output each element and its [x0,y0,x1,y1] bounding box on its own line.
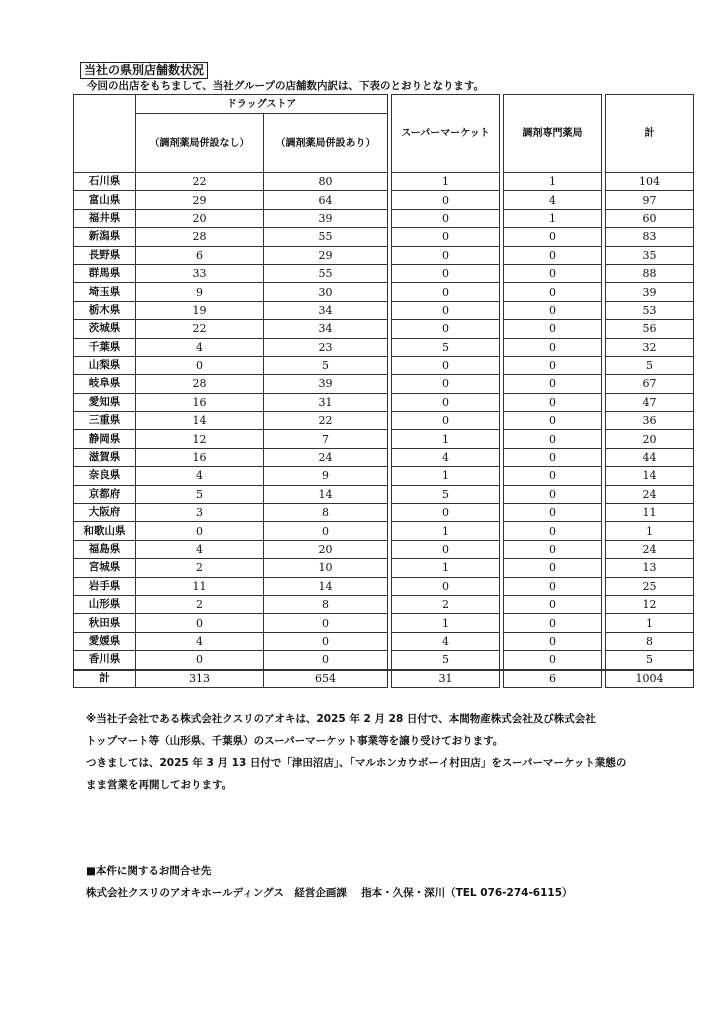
table-row [74,412,694,430]
drugstore-without-dispensing-cell: 28 [136,375,264,393]
table-row [74,338,694,356]
supermarket-cell: 0 [392,375,500,393]
dispensing-pharmacy-cell: 0 [504,356,602,374]
dispensing-pharmacy-cell: 0 [504,412,602,430]
supermarket-cell: 0 [392,228,500,246]
table-row [74,393,694,411]
prefecture-cell: 愛媛県 [74,632,136,650]
prefecture-cell: 計 [74,670,136,688]
dispensing-pharmacy-cell: 0 [504,632,602,650]
supermarket-cell: 5 [392,485,500,503]
header-prefecture [74,95,136,173]
table-row [74,228,694,246]
drugstore-with-dispensing-cell: 55 [264,228,388,246]
header-drugstore: ドラッグストア [136,95,388,114]
table-row [74,448,694,466]
prefecture-cell: 宮城県 [74,559,136,577]
drugstore-without-dispensing-cell: 14 [136,412,264,430]
table-body [74,173,694,688]
drugstore-with-dispensing-cell: 30 [264,283,388,301]
dispensing-pharmacy-cell: 0 [504,375,602,393]
prefecture-cell: 群馬県 [74,264,136,282]
total-cell: 44 [606,448,694,466]
supermarket-cell: 0 [392,504,500,522]
header-supermarket: スーパーマーケット [392,95,500,173]
supermarket-cell: 0 [392,246,500,264]
note-line: つきましては、2025 年 3 月 13 日付で「津田沼店」、「マルホンカウボーイ村田店」をスーパーマーケット業態の [86,757,627,769]
dispensing-pharmacy-cell: 0 [504,283,602,301]
total-cell: 35 [606,246,694,264]
supermarket-cell: 0 [392,412,500,430]
supermarket-cell: 1 [392,559,500,577]
drugstore-with-dispensing-cell: 31 [264,393,388,411]
drugstore-with-dispensing-cell: 20 [264,540,388,558]
supermarket-cell: 0 [392,320,500,338]
contact-line: 株式会社クスリのアオキホールディングス 経営企画課 指本・久保・深川（TEL 076-274-6115） [86,887,573,899]
supermarket-cell: 0 [392,540,500,558]
page-title: 当社の県別店舗数状況 [80,62,208,79]
table-row [74,356,694,374]
drugstore-with-dispensing-cell: 14 [264,577,388,595]
prefecture-cell: 富山県 [74,191,136,209]
drugstore-without-dispensing-cell: 9 [136,283,264,301]
drugstore-with-dispensing-cell: 29 [264,246,388,264]
total-cell: 88 [606,264,694,282]
table-row [74,467,694,485]
dispensing-pharmacy-cell: 0 [504,614,602,632]
supermarket-cell: 2 [392,595,500,613]
table-row [74,301,694,319]
total-cell: 14 [606,467,694,485]
total-row [74,670,694,688]
dispensing-pharmacy-cell: 0 [504,559,602,577]
total-cell: 12 [606,595,694,613]
table-row [74,320,694,338]
dispensing-pharmacy-cell: 0 [504,228,602,246]
drugstore-with-dispensing-cell: 22 [264,412,388,430]
drugstore-without-dispensing-cell: 4 [136,338,264,356]
prefecture-cell: 滋賀県 [74,448,136,466]
note-line: まま営業を再開しております。 [86,779,233,791]
drugstore-with-dispensing-cell: 55 [264,264,388,282]
total-cell: 67 [606,375,694,393]
total-cell: 20 [606,430,694,448]
supermarket-cell: 0 [392,356,500,374]
total-cell: 1004 [606,670,694,688]
drugstore-without-dispensing-cell: 4 [136,467,264,485]
prefecture-cell: 新潟県 [74,228,136,246]
prefecture-cell: 香川県 [74,651,136,670]
prefecture-cell: 岩手県 [74,577,136,595]
prefecture-cell: 山形県 [74,595,136,613]
supermarket-cell: 0 [392,191,500,209]
supermarket-cell: 5 [392,651,500,670]
drugstore-without-dispensing-cell: 19 [136,301,264,319]
drugstore-without-dispensing-cell: 2 [136,559,264,577]
header-with-dispensing: （調剤薬局併設あり） [264,114,388,173]
table-row [74,577,694,595]
prefecture-cell: 静岡県 [74,430,136,448]
dispensing-pharmacy-cell: 0 [504,467,602,485]
total-cell: 5 [606,356,694,374]
drugstore-with-dispensing-cell: 34 [264,320,388,338]
drugstore-without-dispensing-cell: 12 [136,430,264,448]
prefecture-cell: 山梨県 [74,356,136,374]
drugstore-without-dispensing-cell: 28 [136,228,264,246]
table-row [74,504,694,522]
drugstore-without-dispensing-cell: 0 [136,356,264,374]
total-cell: 53 [606,301,694,319]
prefecture-cell: 京都府 [74,485,136,503]
total-cell: 1 [606,614,694,632]
table-row [74,246,694,264]
table-row [74,485,694,503]
header-dispensing-pharmacy: 調剤専門薬局 [504,95,602,173]
prefecture-cell: 奈良県 [74,467,136,485]
total-cell: 11 [606,504,694,522]
drugstore-without-dispensing-cell: 11 [136,577,264,595]
drugstore-with-dispensing-cell: 0 [264,651,388,670]
drugstore-without-dispensing-cell: 16 [136,393,264,411]
drugstore-without-dispensing-cell: 313 [136,670,264,688]
total-cell: 13 [606,559,694,577]
drugstore-with-dispensing-cell: 14 [264,485,388,503]
drugstore-with-dispensing-cell: 64 [264,191,388,209]
drugstore-without-dispensing-cell: 6 [136,246,264,264]
store-count-table [73,94,694,688]
supermarket-cell: 0 [392,283,500,301]
table-row [74,430,694,448]
drugstore-with-dispensing-cell: 34 [264,301,388,319]
total-cell: 47 [606,393,694,411]
total-cell: 25 [606,577,694,595]
supermarket-cell: 0 [392,264,500,282]
drugstore-with-dispensing-cell: 0 [264,632,388,650]
drugstore-without-dispensing-cell: 4 [136,540,264,558]
drugstore-with-dispensing-cell: 5 [264,356,388,374]
total-cell: 32 [606,338,694,356]
supermarket-cell: 4 [392,632,500,650]
table-row [74,283,694,301]
prefecture-cell: 三重県 [74,412,136,430]
total-cell: 24 [606,540,694,558]
dispensing-pharmacy-cell: 4 [504,191,602,209]
dispensing-pharmacy-cell: 0 [504,595,602,613]
drugstore-without-dispensing-cell: 0 [136,614,264,632]
prefecture-cell: 石川県 [74,173,136,191]
table-row [74,173,694,191]
dispensing-pharmacy-cell: 0 [504,320,602,338]
drugstore-without-dispensing-cell: 22 [136,320,264,338]
drugstore-with-dispensing-cell: 7 [264,430,388,448]
total-cell: 56 [606,320,694,338]
total-cell: 97 [606,191,694,209]
total-cell: 36 [606,412,694,430]
drugstore-without-dispensing-cell: 20 [136,209,264,227]
header-row-1 [74,95,694,114]
intro-text: 今回の出店をもちまして、当社グループの店舗数内訳は、下表のとおりとなります。 [87,80,485,92]
supermarket-cell: 1 [392,522,500,540]
table-row [74,559,694,577]
dispensing-pharmacy-cell: 6 [504,670,602,688]
prefecture-cell: 岐阜県 [74,375,136,393]
drugstore-with-dispensing-cell: 39 [264,375,388,393]
prefecture-cell: 福島県 [74,540,136,558]
drugstore-without-dispensing-cell: 5 [136,485,264,503]
drugstore-without-dispensing-cell: 29 [136,191,264,209]
dispensing-pharmacy-cell: 0 [504,301,602,319]
supermarket-cell: 4 [392,448,500,466]
total-cell: 5 [606,651,694,670]
prefecture-cell: 千葉県 [74,338,136,356]
dispensing-pharmacy-cell: 0 [504,264,602,282]
total-cell: 83 [606,228,694,246]
dispensing-pharmacy-cell: 0 [504,651,602,670]
drugstore-with-dispensing-cell: 0 [264,614,388,632]
drugstore-without-dispensing-cell: 22 [136,173,264,191]
table-row [74,540,694,558]
table-row [74,209,694,227]
note-line: トップマート等（山形県、千葉県）のスーパーマーケット事業等を譲り受けております。 [86,735,504,747]
drugstore-with-dispensing-cell: 10 [264,559,388,577]
header-without-dispensing: （調剤薬局併設なし） [136,114,264,173]
prefecture-cell: 和歌山県 [74,522,136,540]
table-row [74,191,694,209]
prefecture-cell: 埼玉県 [74,283,136,301]
total-cell: 8 [606,632,694,650]
supermarket-cell: 0 [392,577,500,595]
header-total: 計 [606,95,694,173]
drugstore-with-dispensing-cell: 39 [264,209,388,227]
contact-heading: ■本件に関するお問合せ先 [86,865,212,877]
drugstore-with-dispensing-cell: 24 [264,448,388,466]
dispensing-pharmacy-cell: 1 [504,173,602,191]
table-row [74,614,694,632]
supermarket-cell: 0 [392,301,500,319]
drugstore-without-dispensing-cell: 3 [136,504,264,522]
table-row [74,651,694,670]
dispensing-pharmacy-cell: 0 [504,504,602,522]
supermarket-cell: 0 [392,209,500,227]
supermarket-cell: 31 [392,670,500,688]
drugstore-without-dispensing-cell: 0 [136,651,264,670]
drugstore-with-dispensing-cell: 654 [264,670,388,688]
supermarket-cell: 5 [392,338,500,356]
dispensing-pharmacy-cell: 0 [504,430,602,448]
total-cell: 39 [606,283,694,301]
dispensing-pharmacy-cell: 0 [504,393,602,411]
prefecture-cell: 茨城県 [74,320,136,338]
total-cell: 104 [606,173,694,191]
total-cell: 24 [606,485,694,503]
prefecture-cell: 大阪府 [74,504,136,522]
supermarket-cell: 1 [392,467,500,485]
prefecture-cell: 愛知県 [74,393,136,411]
dispensing-pharmacy-cell: 0 [504,485,602,503]
dispensing-pharmacy-cell: 0 [504,448,602,466]
table-row [74,522,694,540]
dispensing-pharmacy-cell: 0 [504,246,602,264]
drugstore-without-dispensing-cell: 4 [136,632,264,650]
table-row [74,632,694,650]
prefecture-cell: 栃木県 [74,301,136,319]
table-row [74,595,694,613]
total-cell: 1 [606,522,694,540]
drugstore-with-dispensing-cell: 8 [264,504,388,522]
drugstore-with-dispensing-cell: 80 [264,173,388,191]
supermarket-cell: 1 [392,173,500,191]
drugstore-without-dispensing-cell: 16 [136,448,264,466]
drugstore-with-dispensing-cell: 23 [264,338,388,356]
prefecture-cell: 福井県 [74,209,136,227]
drugstore-without-dispensing-cell: 0 [136,522,264,540]
drugstore-with-dispensing-cell: 0 [264,522,388,540]
dispensing-pharmacy-cell: 1 [504,209,602,227]
table-row [74,264,694,282]
drugstore-without-dispensing-cell: 2 [136,595,264,613]
prefecture-cell: 秋田県 [74,614,136,632]
note-line: ※当社子会社である株式会社クスリのアオキは、2025 年 2 月 28 日付で、本間物産株式会社及び株式会社 [86,713,596,725]
supermarket-cell: 0 [392,393,500,411]
drugstore-with-dispensing-cell: 9 [264,467,388,485]
total-cell: 60 [606,209,694,227]
dispensing-pharmacy-cell: 0 [504,577,602,595]
table-row [74,375,694,393]
dispensing-pharmacy-cell: 0 [504,540,602,558]
dispensing-pharmacy-cell: 0 [504,338,602,356]
drugstore-without-dispensing-cell: 33 [136,264,264,282]
prefecture-cell: 長野県 [74,246,136,264]
drugstore-with-dispensing-cell: 8 [264,595,388,613]
supermarket-cell: 1 [392,430,500,448]
dispensing-pharmacy-cell: 0 [504,522,602,540]
supermarket-cell: 1 [392,614,500,632]
